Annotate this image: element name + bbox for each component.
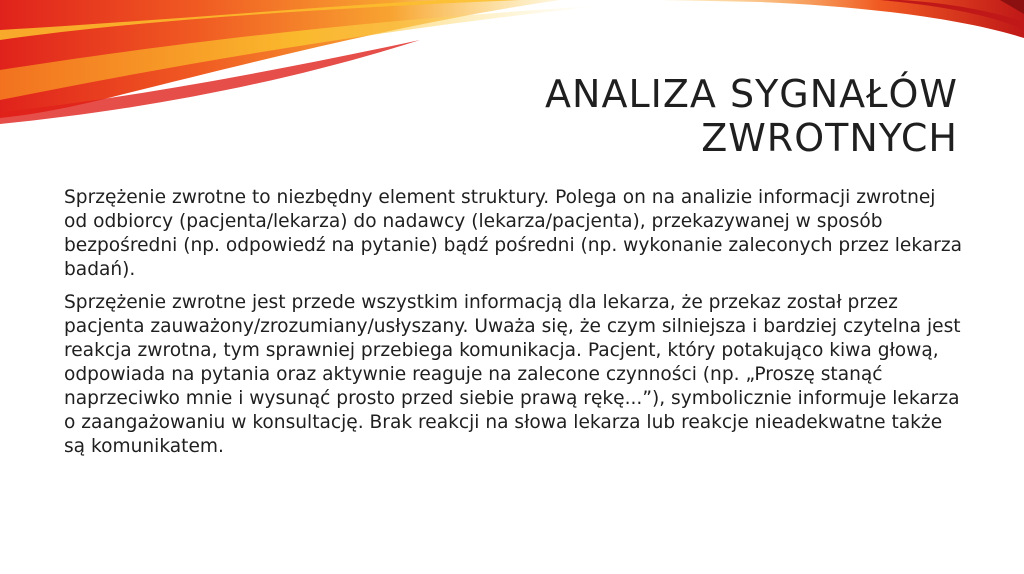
slide-title-line-2: ZWROTNYCH xyxy=(701,116,958,160)
slide-title-line-1: ANALIZA SYGNAŁÓW xyxy=(545,72,958,116)
body-paragraph-1: Sprzężenie zwrotne to niezbędny element struktury. Polega on na analizie informacji zwrotnej od odbiorcy (pacjenta/lekarza) do nadawcy (lekarza/pacjenta), przekazywanej w sposób bezpośredni (np. odpowiedź na pytanie) bądź pośredni (np. wykonanie zaleconych przez lekarza badań). xyxy=(64,187,962,280)
body-paragraph-2: Sprzężenie zwrotne jest przede wszystkim informacją dla lekarza, że przekaz został przez pacjenta zauważony/zrozumiany/usłyszany. Uważa się, że czym silniejsza i bardziej czytelna jest reakcja zwrotna, tym sprawniej przebiega komunikacja. Pacjent, który potakująco kiwa głową, odpowiada na pytania oraz aktywnie reaguje na zalecone czynności (np. „Proszę stanąć naprzeciwko mnie i wysunąć prosto przed siebie prawą rękę...”), symbolicznie informuje lekarza o zaangażowaniu w konsultację. Brak reakcji na słowa lekarza lub reakcje nieadekwatne także są komunikatem. xyxy=(64,292,961,457)
slide-body xyxy=(64,186,964,468)
slide-title xyxy=(358,72,958,160)
